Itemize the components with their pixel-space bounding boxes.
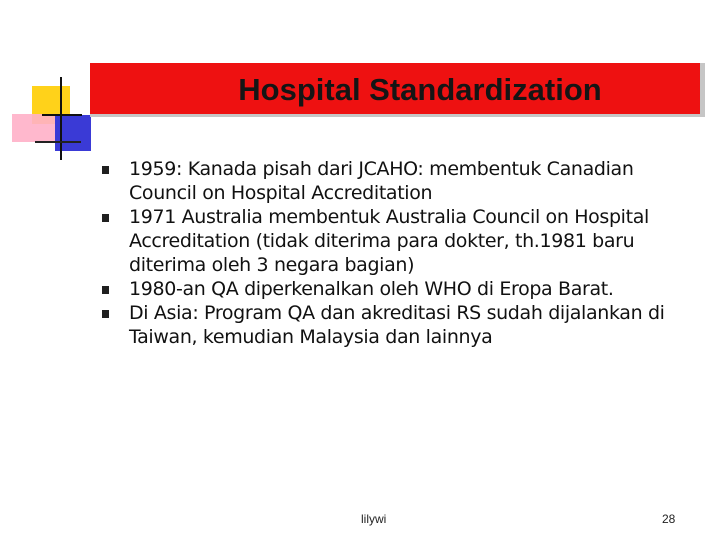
slide-title: Hospital Standardization (238, 72, 602, 107)
square-bullet-icon (102, 310, 109, 318)
square-bullet-icon (102, 166, 109, 174)
bullet-item (100, 157, 700, 205)
logo-underline (35, 141, 81, 143)
bullet-item (100, 205, 700, 277)
bullet-item (100, 301, 700, 349)
bullet-text: 1959: Kanada pisah dari JCAHO: membentuk Canadian Council on Hospital Accreditation (129, 158, 634, 204)
bullet-item (100, 277, 700, 301)
footer-page-number: 28 (662, 512, 676, 526)
logo-vertical-line (60, 77, 62, 160)
bullet-text: 1971 Australia membentuk Australia Council on Hospital Accreditation (tidak diterima para dokter, th.1981 baru diterima oleh 3 negara bagian) (129, 206, 649, 276)
bullet-list (100, 157, 700, 349)
square-bullet-icon (102, 214, 109, 222)
square-bullet-icon (102, 286, 109, 294)
footer-author: lilywi (361, 512, 387, 526)
title-bar-shadow (90, 114, 705, 117)
bullet-text: 1980-an QA diperkenalkan oleh WHO di Eropa Barat. (129, 278, 614, 300)
bullet-text: Di Asia: Program QA dan akreditasi RS sudah dijalankan di Taiwan, kemudian Malaysia dan lainnya (129, 302, 665, 348)
logo-horizontal-line (42, 114, 82, 116)
logo-pink-square (12, 114, 56, 142)
